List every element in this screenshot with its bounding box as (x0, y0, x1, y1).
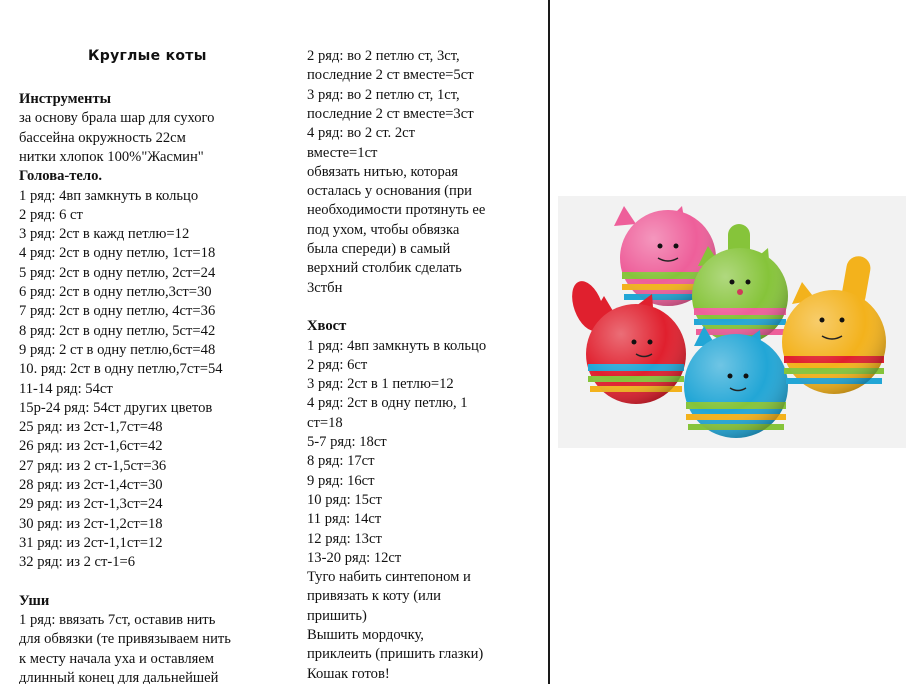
instruction-line: обвязать нитью, которая (307, 163, 458, 180)
instruction-line: 27 ряд: из 2 ст-1,5ст=36 (19, 457, 167, 474)
instruction-line: Туго набить синтепоном и (307, 569, 471, 586)
instruction-line: к месту начала уха и оставляем (19, 650, 215, 667)
section-heading: Уши (19, 592, 50, 609)
document-title: Круглые коты (88, 48, 207, 64)
instruction-line: верхний столбик сделать (307, 260, 462, 277)
instruction-line: 10 ряд: 15ст (307, 491, 382, 508)
instruction-line: 10. ряд: 2ст в одну петлю,7ст=54 (19, 361, 223, 378)
instruction-line: длинный конец для дальнейшей (19, 670, 219, 684)
instruction-line: 8 ряд: 17ст (307, 453, 375, 470)
instruction-line: 4 ряд: 2ст в одну петлю, 1 (307, 395, 468, 412)
instruction-line: 1 ряд: 4вп замкнуть в кольцо (19, 187, 199, 204)
instruction-line: 13-20 ряд: 12ст (307, 549, 402, 566)
instruction-line: 2 ряд: 6ст (307, 356, 368, 373)
instruction-line: 2 ряд: во 2 петлю ст, 3ст, (307, 48, 460, 64)
instruction-line: 3 ряд: 2ст в 1 петлю=12 (307, 376, 454, 393)
instruction-line: осталась у основания (при (307, 183, 472, 200)
instruction-line: 11 ряд: 14ст (307, 511, 382, 528)
instruction-line: 8 ряд: 2ст в одну петлю, 5ст=42 (19, 322, 216, 339)
instruction-line: 15р-24 ряд: 54ст других цветов (19, 399, 213, 416)
crochet-cats-photo (558, 196, 906, 448)
instruction-line: 31 ряд: из 2ст-1,1ст=12 (19, 534, 163, 551)
section-heading: Голова-тело. (19, 168, 103, 185)
instruction-line: 4 ряд: во 2 ст. 2ст (307, 125, 415, 142)
instruction-line: ст=18 (307, 414, 343, 431)
instruction-line: 9 ряд: 2 ст в одну петлю,6ст=48 (19, 341, 216, 358)
instruction-line: 28 ряд: из 2ст-1,4ст=30 (19, 477, 163, 493)
instruction-line: 25 ряд: из 2ст-1,7ст=48 (19, 419, 163, 436)
instruction-line: 30 ряд: из 2ст-1,2ст=18 (19, 515, 163, 532)
instruction-line: за основу брала шар для сухого (19, 110, 215, 127)
section-heading: Инструменты (19, 91, 112, 107)
instruction-line: 6 ряд: 2ст в одну петлю,3ст=30 (19, 284, 212, 300)
instruction-line: пришить) (307, 607, 367, 624)
instruction-line: Кошак готов! (307, 665, 390, 682)
instruction-line: 11-14 ряд: 54ст (19, 380, 113, 397)
instruction-line: привязать к коту (или (307, 588, 441, 605)
instruction-line: 1 ряд: ввязать 7ст, оставив нить (19, 612, 216, 629)
instruction-line: для обвязки (те привязываем нить (19, 631, 231, 648)
instruction-line: последние 2 ст вместе=5ст (307, 67, 474, 84)
crochet-cats-illustration (558, 196, 906, 448)
instruction-line: была спереди) в самый (307, 241, 451, 257)
instruction-line: Вышить мордочку, (307, 627, 424, 643)
instruction-line: вместе=1ст (307, 144, 378, 161)
instruction-line: 7 ряд: 2ст в одну петлю, 4ст=36 (19, 303, 216, 320)
instruction-line: бассейна окружность 22см (19, 129, 186, 146)
section-heading: Хвост (307, 318, 347, 335)
instruction-line: 2 ряд: 6 ст (19, 206, 83, 223)
instruction-line: 32 ряд: из 2 ст-1=6 (19, 554, 136, 571)
instruction-line: 5 ряд: 2ст в одну петлю, 2ст=24 (19, 264, 216, 281)
instruction-line: 5-7 ряд: 18ст (307, 434, 387, 450)
instruction-line: последние 2 ст вместе=3ст (307, 105, 474, 122)
instruction-line: под ухом, чтобы обвязка (307, 221, 460, 238)
instruction-line: 3 ряд: 2ст в кажд петлю=12 (19, 226, 190, 243)
instruction-line: 1 ряд: 4вп замкнуть в кольцо (307, 337, 487, 354)
page-edge-divider (548, 0, 550, 684)
instruction-line: 3 ряд: во 2 петлю ст, 1ст, (307, 86, 460, 103)
instruction-line: 29 ряд: из 2ст-1,3ст=24 (19, 496, 163, 513)
instruction-line: 4 ряд: 2ст в одну петлю, 1ст=18 (19, 245, 216, 262)
instruction-line: 26 ряд: из 2ст-1,6ст=42 (19, 438, 163, 455)
instruction-line: нитки хлопок 100%"Жасмин" (19, 148, 204, 165)
instruction-line: необходимости протянуть ее (307, 202, 486, 219)
instruction-line: 9 ряд: 16ст (307, 472, 375, 489)
instruction-line: 12 ряд: 13ст (307, 530, 382, 547)
instruction-line: приклеить (пришить глазки) (307, 646, 484, 663)
instruction-line: 3стбн (307, 279, 343, 296)
